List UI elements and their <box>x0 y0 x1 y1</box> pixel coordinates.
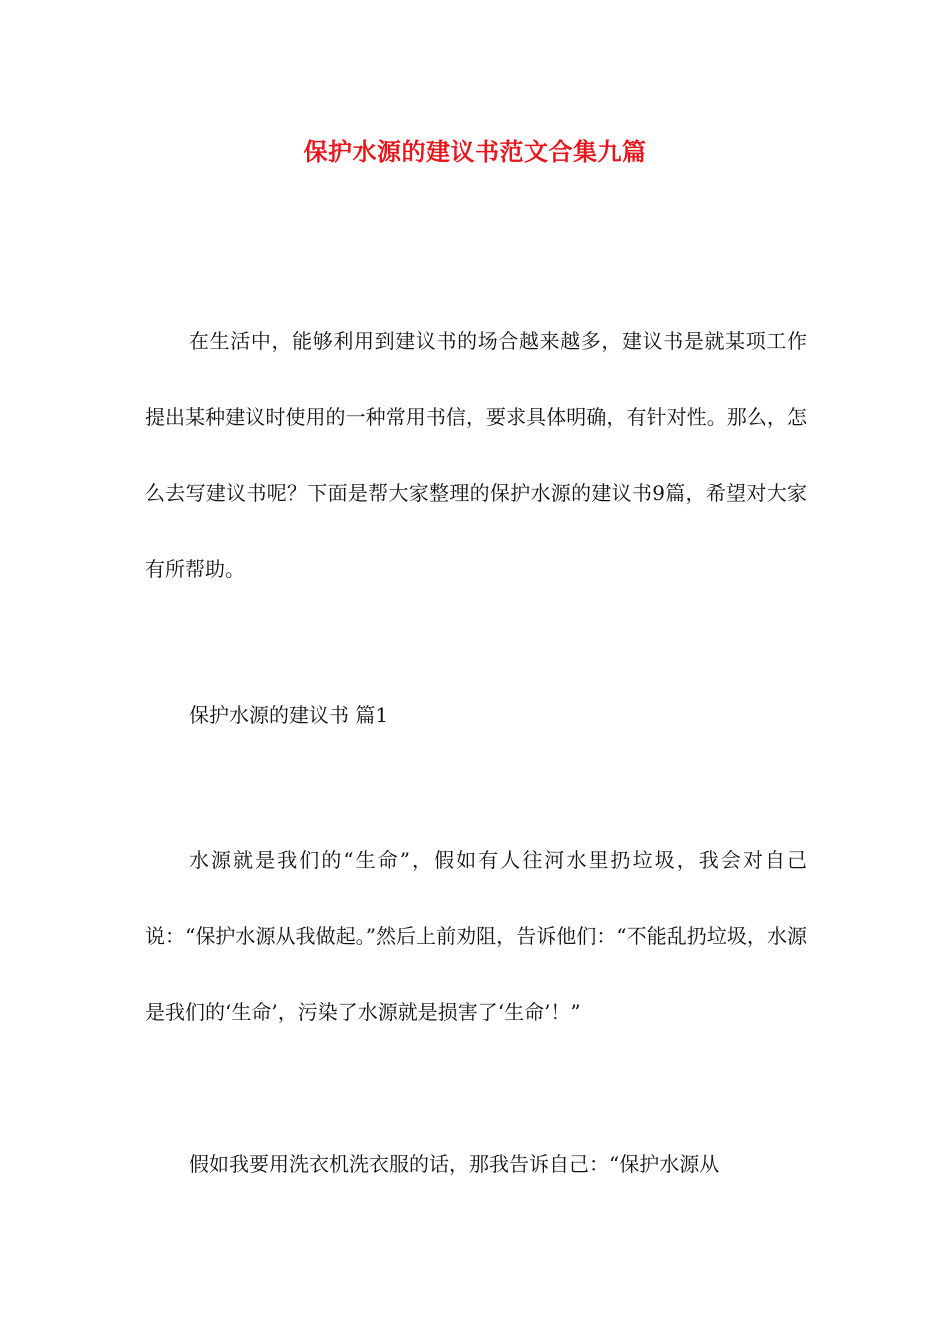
document-title: 保护水源的建议书范文合集九篇 <box>303 137 647 166</box>
section-heading: 保护水源的建议书 篇1 <box>189 703 389 727</box>
intro-paragraph: 在生活中，能够利用到建议书的场合越来越多，建议书是就某项工作提出某种建议时使用的一种常用书信，要求具体明确，有针对性。那么，怎么去写建议书呢？下面是帮大家整理的保护水源的建议书9篇，希望对大家有所帮助。 <box>145 329 807 581</box>
body-paragraph: 水源就是我们的“生命”，假如有人往河水里扔垃圾，我会对自己说：“保护水源从我做起。”然后上前劝阻，告诉他们：“不能乱扔垃圾，水源是我们的‘生命’，污染了水源就是损害了‘生命’！” <box>145 848 807 1024</box>
body-paragraph-truncated: 假如我要用洗衣机洗衣服的话，那我告诉自己：“保护水源从 <box>189 1152 720 1176</box>
